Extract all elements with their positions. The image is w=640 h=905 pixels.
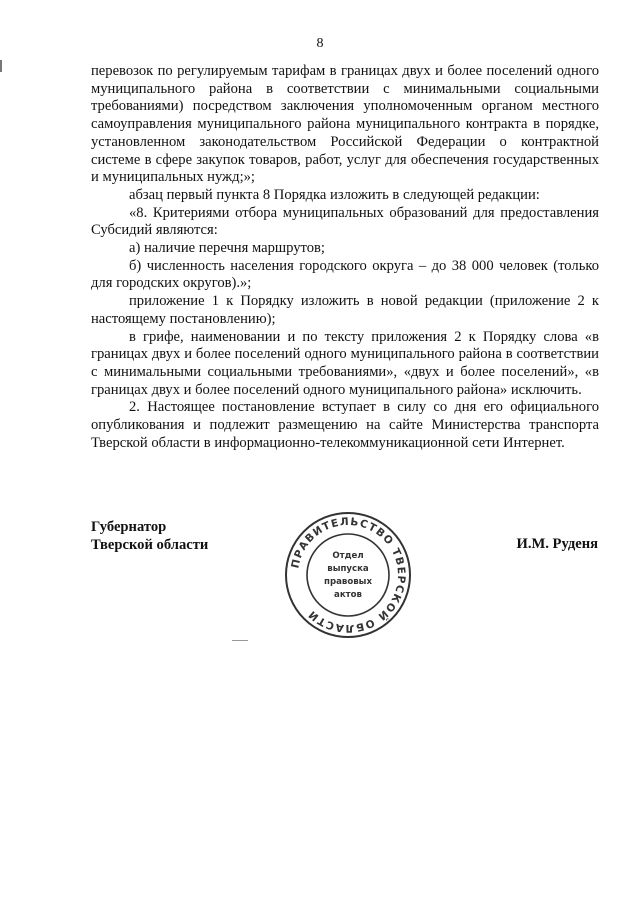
paragraph-8: 2. Настоящее постановление вступает в силу со дня его официального опубликования и подлежит размещению на сайте Министерства транспорта Тверской области в информационно-телекоммуникационной сети Интернет.	[91, 399, 599, 451]
document-body	[91, 63, 599, 452]
page-number: 8	[316, 36, 324, 51]
stamp-line-2: выпуска	[327, 564, 369, 574]
paragraph-6: приложение 1 к Порядку изложить в новой редакции (приложение 2 к настоящему постановлению);	[91, 293, 599, 327]
signatory-region: Тверской области	[91, 537, 209, 553]
official-stamp	[283, 510, 413, 640]
stamp-line-1: Отдел	[332, 551, 364, 561]
paragraph-1: перевозок по регулируемым тарифам в границах двух и более поселений одного муниципального района в соответствии с минимальными социальными требованиями) посредством заключения уполномоченным органом местного самоуправления муниципального района муниципального контракта в порядке, установленном законодательством Российской Федерации о контрактной системе в сфере закупок товаров, работ, услуг для обеспечения государственных и муниципальных нужд;»;	[91, 63, 599, 186]
signatory-position	[91, 518, 208, 554]
paragraph-4: а) наличие перечня маршрутов;	[129, 240, 325, 257]
stamp-line-3: правовых	[324, 577, 372, 587]
paragraph-7: в грифе, наименовании и по тексту приложения 2 к Порядку слова «в границах двух и более поселений одного муниципального района в соответствии с минимальными социальными требованиями», «двух и более поселений», «в границах двух и более поселений одного муниципального района» исключить.	[91, 328, 599, 398]
paragraph-2: абзац первый пункта 8 Порядка изложить в следующей редакции:	[129, 186, 540, 203]
scan-edge-mark	[0, 60, 2, 72]
paragraph-3: «8. Критериями отбора муниципальных образований для предоставления Субсидий являются:	[91, 204, 599, 239]
paragraph-5: б) численность населения городского округа – до 38 000 человек (только для городских округов).»;	[91, 257, 599, 292]
signatory-name: И.М. Руденя	[516, 536, 598, 552]
signatory-title: Губернатор	[91, 519, 167, 535]
footer-divider	[232, 640, 248, 641]
stamp-ring-text: ПРАВИТЕЛЬСТВО ТВЕРСКОЙ ОБЛАСТИ	[289, 515, 408, 635]
stamp-line-4: актов	[334, 590, 362, 600]
